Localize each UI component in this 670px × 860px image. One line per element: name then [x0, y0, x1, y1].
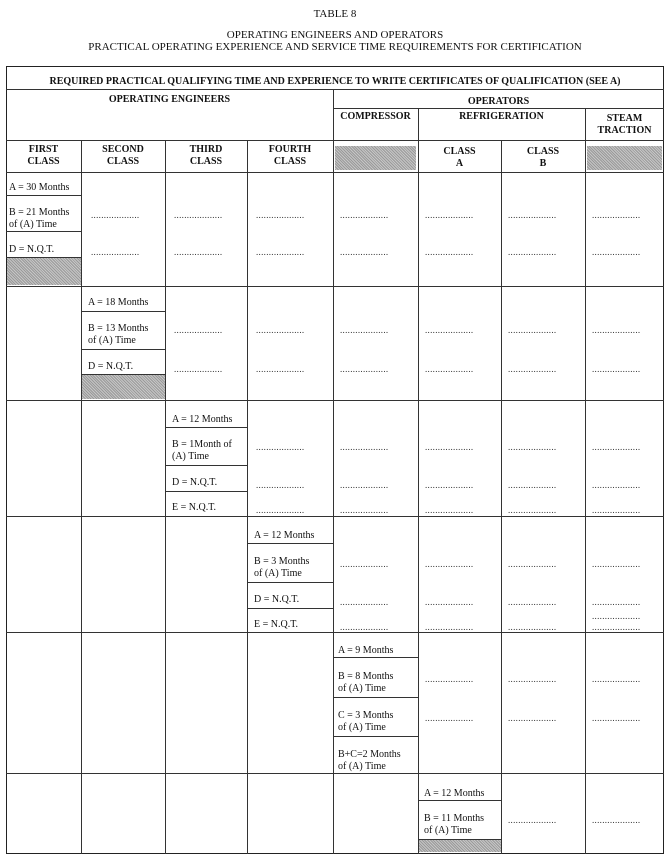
r4-dots: ................... — [592, 622, 641, 632]
r2-shaded-cell — [82, 375, 165, 399]
r3-b-label-1: B = 1Month of — [172, 439, 232, 450]
sub-refrigeration: REFRIGERATION — [459, 111, 544, 122]
r4-dots: ................... — [340, 559, 389, 569]
r4-dots: ................... — [508, 597, 557, 607]
r4-dots: ................... — [425, 597, 474, 607]
r5-c-label-2: of (A) Time — [338, 722, 386, 733]
col-fourth-class-2: CLASS — [273, 156, 307, 167]
rule-engineers — [6, 140, 664, 141]
rule-col-headers — [6, 172, 664, 173]
r2-dots: ................... — [592, 364, 641, 374]
r3-dots: ................... — [508, 480, 557, 490]
r4-dots: ................... — [340, 622, 389, 632]
rule-row-2 — [6, 400, 664, 401]
r3-dots: ................... — [340, 505, 389, 515]
r3-dots: ................... — [508, 505, 557, 515]
rule-row-1 — [6, 286, 664, 287]
r1-dots: ................... — [425, 210, 474, 220]
col-second-class-2: CLASS — [106, 156, 140, 167]
r4-a-label: A = 12 Months — [254, 530, 315, 541]
rule-row-3 — [6, 516, 664, 517]
col-line-7 — [585, 108, 586, 854]
col-line-5 — [418, 108, 419, 854]
r2-dots: ................... — [256, 325, 305, 335]
sub-rule — [165, 465, 247, 466]
r3-dots: ................... — [256, 442, 305, 452]
r5-dots: ................... — [592, 713, 641, 723]
sub-rule — [81, 311, 165, 312]
r4-dots: ................... — [425, 622, 474, 632]
r3-dots: ................... — [592, 480, 641, 490]
r5-dots: ................... — [425, 674, 474, 684]
r4-b-label-2: of (A) Time — [254, 568, 302, 579]
r4-dots: ................... — [592, 559, 641, 569]
sub-compressor: COMPRESSOR — [340, 111, 411, 122]
r1-dots: ................... — [256, 210, 305, 220]
r6-b-label-2: of (A) Time — [424, 825, 472, 836]
r1-dots: ................... — [340, 247, 389, 257]
r3-dots: ................... — [425, 480, 474, 490]
rule-row-5 — [6, 773, 664, 774]
r4-e-label: E = N.Q.T. — [254, 619, 299, 630]
col-class-a-1: CLASS — [443, 146, 476, 157]
r2-dots: ................... — [256, 364, 305, 374]
col-line-3 — [247, 140, 248, 854]
r1-dots: ................... — [91, 247, 140, 257]
col-class-b-1: CLASS — [526, 146, 560, 157]
r5-dots: ................... — [508, 674, 557, 684]
r5-a-label: A = 9 Months — [338, 645, 394, 656]
r4-b-label-1: B = 3 Months — [254, 556, 310, 567]
sub-rule — [247, 582, 333, 583]
r6-b-label-1: B = 11 Months — [424, 813, 484, 824]
r6-shaded-cell — [419, 840, 501, 852]
col-first-class-2: CLASS — [27, 156, 60, 167]
r5-c-label-1: C = 3 Months — [338, 710, 394, 721]
r5-b-label-2: of (A) Time — [338, 683, 386, 694]
sub-rule — [333, 736, 418, 737]
col-line-4 — [333, 89, 334, 854]
r1-d-label: D = N.Q.T. — [9, 244, 55, 255]
r1-dots: ................... — [508, 247, 557, 257]
r2-dots: ................... — [425, 364, 474, 374]
r1-dots: ................... — [592, 210, 641, 220]
r4-dots: ................... — [592, 611, 641, 621]
r1-dots: ................... — [174, 247, 223, 257]
col-line-2 — [165, 140, 166, 854]
sub-rule — [333, 697, 418, 698]
sub-rule — [6, 195, 81, 196]
sub-steam-traction-2: TRACTION — [597, 125, 652, 136]
r3-dots: ................... — [256, 505, 305, 515]
r2-dots: ................... — [508, 325, 557, 335]
r4-dots: ................... — [508, 559, 557, 569]
r1-dots: ................... — [91, 210, 140, 220]
sub-rule — [165, 491, 247, 492]
group-operating-engineers: OPERATING ENGINEERS — [108, 94, 231, 105]
r1-dots: ................... — [508, 210, 557, 220]
r4-d-label: D = N.Q.T. — [254, 594, 300, 605]
sub-rule — [165, 427, 247, 428]
r1-b-label-2: of (A) Time — [9, 219, 57, 230]
r1-a-label: A = 30 Months — [9, 182, 70, 193]
r1-shaded-cell — [7, 258, 81, 285]
r3-dots: ................... — [340, 480, 389, 490]
sub-rule — [247, 608, 333, 609]
r3-d-label: D = N.Q.T. — [172, 477, 218, 488]
sub-rule — [418, 800, 501, 801]
sub-rule — [247, 543, 333, 544]
r1-dots: ................... — [592, 247, 641, 257]
r3-dots: ................... — [425, 505, 474, 515]
r1-dots: ................... — [340, 210, 389, 220]
rule-banner — [6, 89, 664, 90]
r5-b-label-1: B = 8 Months — [338, 671, 394, 682]
r5-bc-label-1: B+C=2 Months — [338, 749, 401, 760]
r4-dots: ................... — [425, 559, 474, 569]
group-operators: OPERATORS — [467, 96, 530, 107]
r2-b-label-1: B = 13 Months — [88, 323, 149, 334]
r5-dots: ................... — [592, 674, 641, 684]
r1-dots: ................... — [256, 247, 305, 257]
r3-e-label: E = N.Q.T. — [172, 502, 217, 513]
shaded-header-steam — [587, 146, 662, 170]
r1-dots: ................... — [425, 247, 474, 257]
col-second-class-1: SECOND — [102, 144, 144, 155]
r3-dots: ................... — [508, 442, 557, 452]
doc-title-line-1: OPERATING ENGINEERS AND OPERATORS — [226, 29, 444, 41]
banner-text: REQUIRED PRACTICAL QUALIFYING TIME AND EXPERIENCE TO WRITE CERTIFICATES OF QUALIFICATION (SEE A) — [49, 76, 621, 87]
r2-dots: ................... — [340, 364, 389, 374]
col-third-class-1: THIRD — [189, 144, 223, 155]
col-line-6 — [501, 140, 502, 854]
r4-dots: ................... — [592, 597, 641, 607]
rule-row-4 — [6, 632, 664, 633]
sub-steam-traction-1: STEAM — [606, 113, 643, 124]
r2-dots: ................... — [508, 364, 557, 374]
rule-operators — [333, 108, 664, 109]
r2-dots: ................... — [425, 325, 474, 335]
r3-dots: ................... — [425, 442, 474, 452]
r3-dots: ................... — [256, 480, 305, 490]
col-line-1 — [81, 140, 82, 854]
col-first-class-1: FIRST — [28, 144, 59, 155]
sub-rule — [81, 349, 165, 350]
r3-b-label-2: (A) Time — [172, 451, 209, 462]
r1-dots: ................... — [174, 210, 223, 220]
table-number: TABLE 8 — [313, 8, 357, 20]
sub-rule — [333, 657, 418, 658]
col-third-class-2: CLASS — [189, 156, 223, 167]
doc-title-line-2: PRACTICAL OPERATING EXPERIENCE AND SERVICE TIME REQUIREMENTS FOR CERTIFICATION — [88, 41, 582, 53]
r2-dots: ................... — [340, 325, 389, 335]
shaded-header-compressor — [335, 146, 416, 170]
r1-b-label-1: B = 21 Months — [9, 207, 70, 218]
col-fourth-class-1: FOURTH — [268, 144, 312, 155]
r4-dots: ................... — [340, 597, 389, 607]
r2-d-label: D = N.Q.T. — [88, 361, 134, 372]
r4-dots: ................... — [508, 622, 557, 632]
sub-rule — [6, 231, 81, 232]
r3-dots: ................... — [592, 442, 641, 452]
r5-dots: ................... — [508, 713, 557, 723]
r2-dots: ................... — [592, 325, 641, 335]
r3-dots: ................... — [592, 505, 641, 515]
r5-dots: ................... — [425, 713, 474, 723]
r3-a-label: A = 12 Months — [172, 414, 233, 425]
r5-bc-label-2: of (A) Time — [338, 761, 386, 772]
r6-a-label: A = 12 Months — [424, 788, 485, 799]
r6-dots: ................... — [592, 815, 641, 825]
r2-dots: ................... — [174, 364, 223, 374]
r2-b-label-2: of (A) Time — [88, 335, 136, 346]
col-class-a-2: A — [455, 158, 464, 169]
col-class-b-2: B — [539, 158, 547, 169]
r3-dots: ................... — [340, 442, 389, 452]
r2-a-label: A = 18 Months — [88, 297, 149, 308]
r6-dots: ................... — [508, 815, 557, 825]
r2-dots: ................... — [174, 325, 223, 335]
